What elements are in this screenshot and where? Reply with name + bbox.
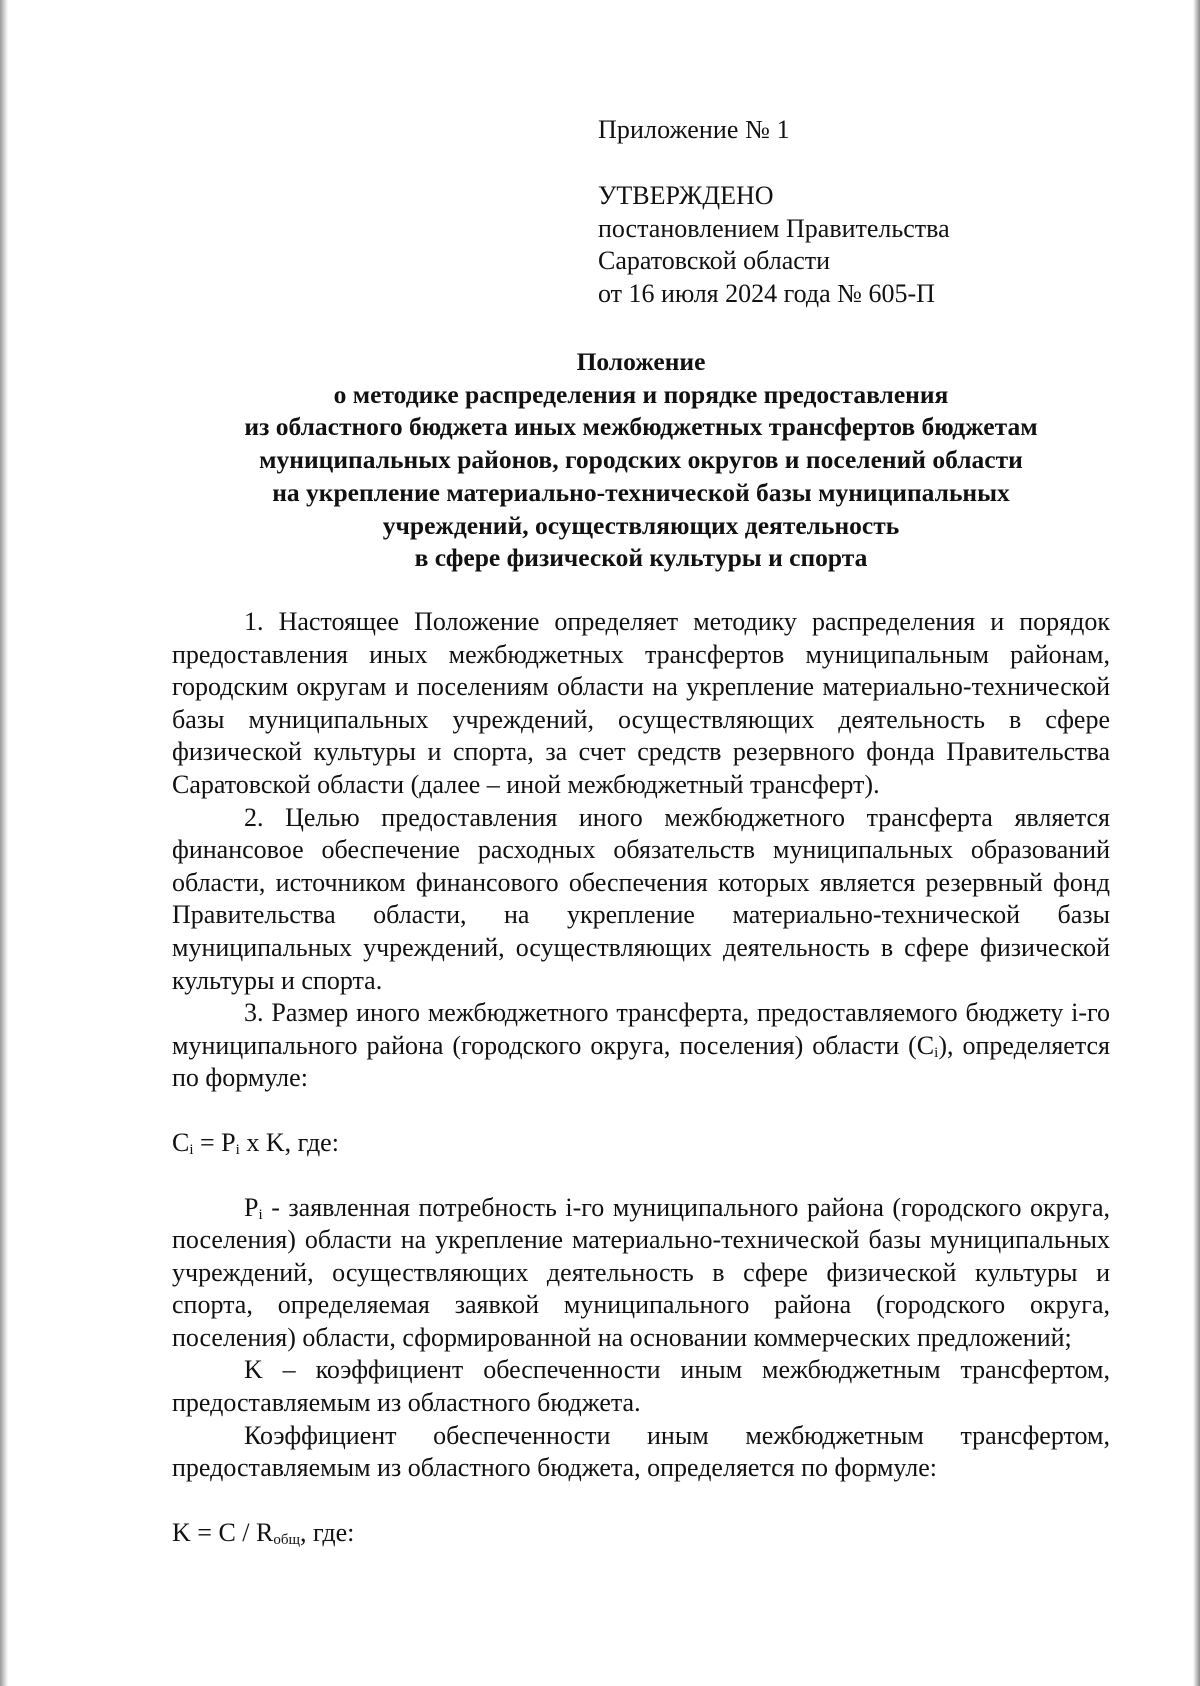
paragraph-2: 2. Целью предоставления иного межбюджетного трансферта является финансовое обеспечение расходных обязательств муниципальных образований области, источником финансового обеспечения которых является резервный фонд Правительства области, на укрепление материально-технической базы муниципальных учреждений, осуществляющих деятельность в сфере физической культуры и спорта.	[172, 802, 1110, 995]
formula-ci-c-sub: i	[189, 1141, 194, 1158]
title-line: из областного бюджета иных межбюджетных трансфертов бюджетам	[244, 412, 1038, 442]
paragraph-k-definition: K – коэффициент обеспеченности иным межбюджетным трансфертом, предоставляемым из областного бюджета.	[172, 1355, 1110, 1418]
formula-ci-p-sub: i	[235, 1141, 240, 1158]
formula-ci	[172, 1127, 1110, 1160]
pi-text: - заявленная потребность i-го муниципального района (городского округа, поселения) области на укрепление материально-технической базы муниципальных учреждений, осуществляющих деятельность в сфере физической культуры и спорта, определяемая заявкой муниципального района (городского округа, поселения) области, сформированной на основании коммерческих предложений;	[172, 1192, 1110, 1352]
title-line: в сфере физической культуры и спорта	[414, 543, 868, 573]
paragraph-1: 1. Настоящее Положение определяет методику распределения и порядок предоставления иных межбюджетных трансфертов муниципальным районам, городским округам и поселениям области на укрепление материально-технической базы муниципальных учреждений, осуществляющих деятельность в сфере физической культуры и спорта, за счет средств резервного фонда Правительства Саратовской области (далее – иной межбюджетный трансферт).	[172, 607, 1110, 799]
approved-heading: УТВЕРЖДЕНО	[598, 181, 774, 210]
formula-k-rest: , где:	[300, 1517, 355, 1547]
title-line: муниципальных районов, городских округов и поселений области	[259, 445, 1023, 475]
formula-ci-eq: = P	[193, 1127, 236, 1157]
title-line: Положение	[576, 347, 706, 376]
formula-k-lead: K = C / R	[172, 1517, 274, 1547]
pi-lead: P	[244, 1192, 259, 1222]
paragraph-3-text: 3. Размер иного межбюджетного трансферта, предоставляемого бюджету i-го муниципального района (городского округа, поселения) области (C	[172, 998, 1110, 1060]
approved-by-line-2: Саратовской области	[598, 246, 831, 275]
paragraph-3-tail: ), определяется по формуле:	[172, 1030, 1110, 1093]
pi-subscript: i	[258, 1206, 263, 1223]
paragraph-3	[172, 997, 1110, 1095]
paragraph-3-subscript: i	[934, 1044, 939, 1061]
paragraph-k-formula-intro: Коэффициент обеспеченности иным межбюджетным трансфертом, предоставляемым из областного бюджета, определяется по формуле:	[172, 1420, 1110, 1483]
scan-edge-left	[0, 0, 8, 1686]
document-title	[172, 346, 1110, 575]
formula-k-sub: общ	[273, 1531, 301, 1548]
scan-edge-right	[1193, 0, 1200, 1686]
approved-date: от 16 июля 2024 года № 605-П	[598, 278, 935, 308]
appendix-label: Приложение № 1	[598, 115, 790, 144]
title-line: учреждений, осуществляющих деятельность	[382, 510, 900, 540]
formula-ci-c: C	[172, 1127, 190, 1157]
formula-ci-rest: x K, где:	[239, 1127, 339, 1157]
approval-block	[598, 180, 950, 310]
approved-by-line-1: постановлением Правительства	[598, 213, 950, 243]
document-body	[172, 606, 1110, 1549]
formula-k	[172, 1517, 1110, 1550]
title-line: о методике распределения и порядке предоставления	[333, 379, 949, 409]
title-line: на укрепление материально-технической базы муниципальных	[272, 477, 1010, 507]
paragraph-pi-definition	[172, 1192, 1110, 1355]
